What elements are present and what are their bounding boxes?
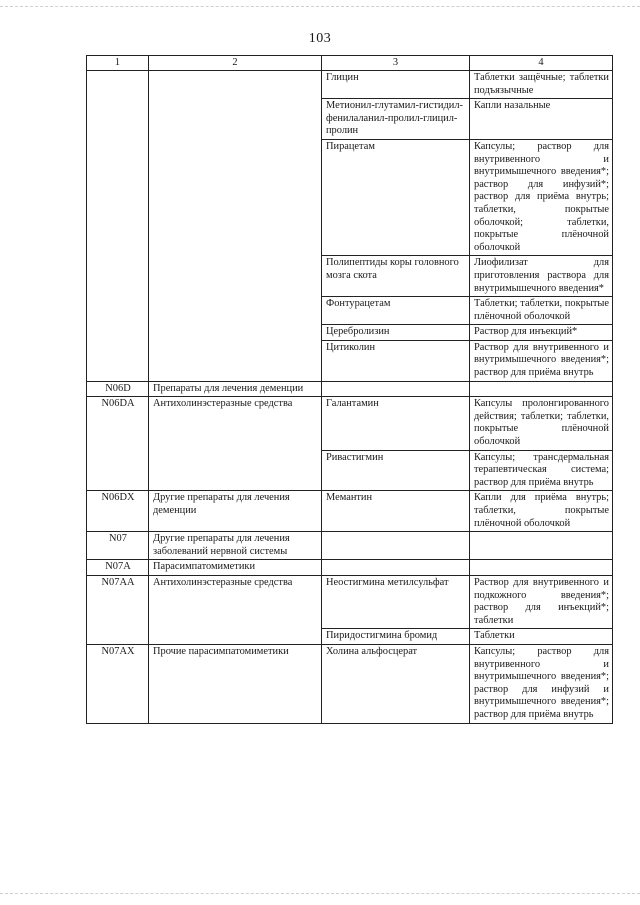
form-cell xyxy=(470,381,613,397)
form-cell: Капсулы; трансдермальная терапевтическая система; раствор для приёма внутрь xyxy=(470,450,613,491)
form-cell: Таблетки защёчные; таблетки подъязычные xyxy=(470,71,613,99)
form-cell: Таблетки; таблетки, покрытые плёночной оболочкой xyxy=(470,297,613,325)
drug-cell: Полипептиды коры головного мозга скота xyxy=(322,256,470,297)
code-cell: N06DX xyxy=(87,491,149,532)
group-cell: Парасимпатомиметики xyxy=(149,560,322,576)
table-row xyxy=(87,644,613,723)
table-row xyxy=(87,575,613,628)
drug-cell xyxy=(322,560,470,576)
group-cell: Другие препараты для лечения заболеваний нервной системы xyxy=(149,532,322,560)
form-cell: Таблетки xyxy=(470,629,613,645)
drug-cell: Мемантин xyxy=(322,491,470,532)
form-cell: Раствор для внутривенного и внутримышечного введения*; раствор для приёма внутрь xyxy=(470,340,613,381)
code-cell: N06DA xyxy=(87,397,149,491)
drug-cell: Церебролизин xyxy=(322,325,470,341)
drug-cell: Холина альфосцерат xyxy=(322,644,470,723)
drug-cell: Пирацетам xyxy=(322,139,470,255)
code-cell: N06D xyxy=(87,381,149,397)
code-cell: N07AX xyxy=(87,644,149,723)
table-row xyxy=(87,381,613,397)
code-cell: N07 xyxy=(87,532,149,560)
table-row xyxy=(87,560,613,576)
form-cell: Капли назальные xyxy=(470,99,613,140)
drug-cell xyxy=(322,532,470,560)
header-col-3: 3 xyxy=(322,56,470,71)
drug-cell: Ривастигмин xyxy=(322,450,470,491)
form-cell: Капсулы; раствор для внутривенного и внутримышечного введения*; раствор для инфузий и внутримышечного введения*; раствор для приёма внутрь xyxy=(470,644,613,723)
group-cell: Антихолинэстеразные средства xyxy=(149,397,322,491)
table-row xyxy=(87,532,613,560)
form-cell xyxy=(470,532,613,560)
group-cell: Антихолинэстеразные средства xyxy=(149,575,322,644)
page-number: 103 xyxy=(308,31,332,46)
form-cell: Лиофилизат для приготовления раствора для внутримышечного введения* xyxy=(470,256,613,297)
form-cell: Раствор для внутривенного и подкожного введения*; раствор для инъекций*; таблетки xyxy=(470,575,613,628)
drug-cell: Цитиколин xyxy=(322,340,470,381)
group-cell: Другие препараты для лечения деменции xyxy=(149,491,322,532)
group-cell: Прочие парасимпатомиметики xyxy=(149,644,322,723)
header-col-2: 2 xyxy=(149,56,322,71)
form-cell: Раствор для инъекций* xyxy=(470,325,613,341)
code-cell xyxy=(87,71,149,382)
code-cell: N07AA xyxy=(87,575,149,644)
header-row xyxy=(87,56,613,71)
drug-cell: Галантамин xyxy=(322,397,470,450)
drug-cell: Пиридостигмина бромид xyxy=(322,629,470,645)
scan-edge-bottom xyxy=(0,893,640,895)
group-cell xyxy=(149,71,322,382)
code-cell: N07A xyxy=(87,560,149,576)
scan-edge-top xyxy=(0,6,640,8)
form-cell: Капсулы; раствор для внутривенного и внутримышечного введения*; раствор для инфузий*; раствор для приёма внутрь; таблетки, покрытые оболочкой; таблетки, покрытые плёночной оболочкой xyxy=(470,139,613,255)
form-cell: Капсулы пролонгированного действия; таблетки; таблетки, покрытые плёночной оболочкой xyxy=(470,397,613,450)
drug-cell xyxy=(322,381,470,397)
drug-cell: Глицин xyxy=(322,71,470,99)
table-row xyxy=(87,397,613,450)
table-row xyxy=(87,491,613,532)
drug-table xyxy=(86,55,613,724)
drug-cell: Метионил-глутамил-гистидил-фенилаланил-пролил-глицил-пролин xyxy=(322,99,470,140)
form-cell xyxy=(470,560,613,576)
drug-cell: Неостигмина метилсульфат xyxy=(322,575,470,628)
group-cell: Препараты для лечения деменции xyxy=(149,381,322,397)
drug-cell: Фонтурацетам xyxy=(322,297,470,325)
form-cell: Капли для приёма внутрь; таблетки, покрытые плёночной оболочкой xyxy=(470,491,613,532)
header-col-4: 4 xyxy=(470,56,613,71)
header-col-1: 1 xyxy=(87,56,149,71)
table-row xyxy=(87,71,613,99)
